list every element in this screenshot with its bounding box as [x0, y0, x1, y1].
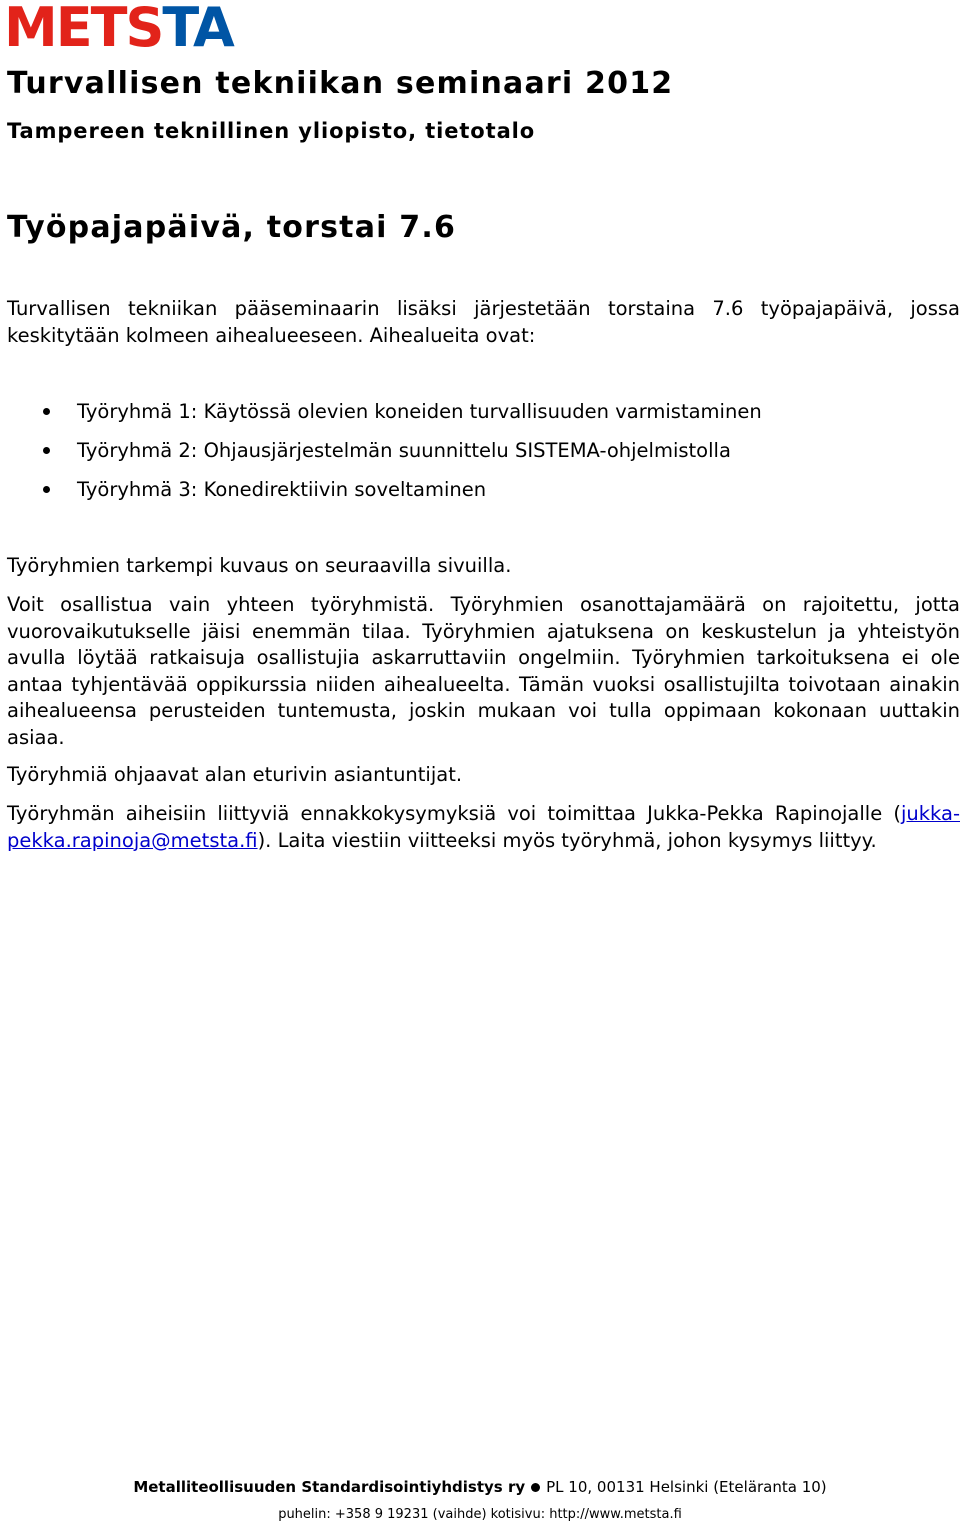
list-item: [0, 474, 762, 513]
list-item: [0, 396, 762, 435]
bullet-separator-icon: [531, 1483, 540, 1492]
questions-paragraph: [7, 801, 960, 854]
workgroup-label: Työryhmä 1: Käytössä olevien koneiden turvallisuuden varmistaminen: [77, 400, 762, 423]
footer-contact-line: puhelin: +358 9 19231 (vaihde) kotisivu: http://www.metsta.fi: [278, 1507, 682, 1522]
bullet-icon: [43, 447, 50, 454]
experts-paragraph: Työryhmiä ohjaavat alan eturivin asiantuntijat.: [7, 763, 463, 786]
email-link[interactable]: jukka-pekka.rapinoja@metsta.fi: [7, 802, 960, 852]
workgroup-label: Työryhmä 3: Konedirektiivin soveltaminen: [77, 478, 487, 501]
bullet-icon: [43, 408, 50, 415]
logo-text-red: METS: [4, 0, 163, 59]
workgroup-list: [0, 396, 762, 513]
logo-text-blue: TA: [162, 0, 233, 59]
section-heading: Työpajapäivä, torstai 7.6: [7, 210, 457, 245]
document-subtitle: Tampereen teknillinen yliopisto, tietotalo: [7, 119, 536, 143]
intro-paragraph: Turvallisen tekniikan pääseminaarin lisäksi järjestetään torstaina 7.6 työpajapäivä, jossa keskitytään kolmeen aihealueeseen. Aihealueita ovat:: [7, 297, 960, 347]
footer-address-line: [0, 1477, 960, 1497]
details-note: Työryhmien tarkempi kuvaus on seuraavilla sivuilla.: [7, 554, 512, 577]
bullet-icon: [43, 486, 50, 493]
questions-text-after: ). Laita viestiin viitteeksi myös työryhmä, johon kysymys liittyy.: [257, 828, 877, 852]
workgroup-label: Työryhmä 2: Ohjausjärjestelmän suunnittelu SISTEMA-ohjelmistolla: [77, 439, 731, 462]
footer-address: PL 10, 00131 Helsinki (Eteläranta 10): [546, 1478, 827, 1496]
questions-text-before: Työryhmän aiheisiin liittyviä ennakkokysymyksiä voi toimittaa Jukka-Pekka Rapinojalle (: [7, 802, 901, 825]
document-title: Turvallisen tekniikan seminaari 2012: [7, 66, 674, 101]
footer-org: Metalliteollisuuden Standardisointiyhdistys ry: [133, 1478, 526, 1496]
list-item: [0, 435, 762, 474]
metsta-logo: [4, 0, 233, 59]
participation-paragraph: Voit osallistua vain yhteen työryhmistä. Työryhmien osanottajamäärä on rajoitettu, jotta vuorovaikutukselle jäisi enemmän tilaa. Työryhmien ajatuksena on keskustelun ja yhteistyön avulla löytää ratkaisuja osallistujia askarruttaviin ongelmiin. Työryhmien tarkoituksena ei ole antaa tyhjentävää oppikurssia niiden aihealueelta. Tämän vuoksi osallistujilta toivotaan ainakin aihealueensa perusteiden tuntemusta, joskin mukaan voi tulla oppimaan kokonaan uuttakin asiaa.: [7, 593, 960, 749]
